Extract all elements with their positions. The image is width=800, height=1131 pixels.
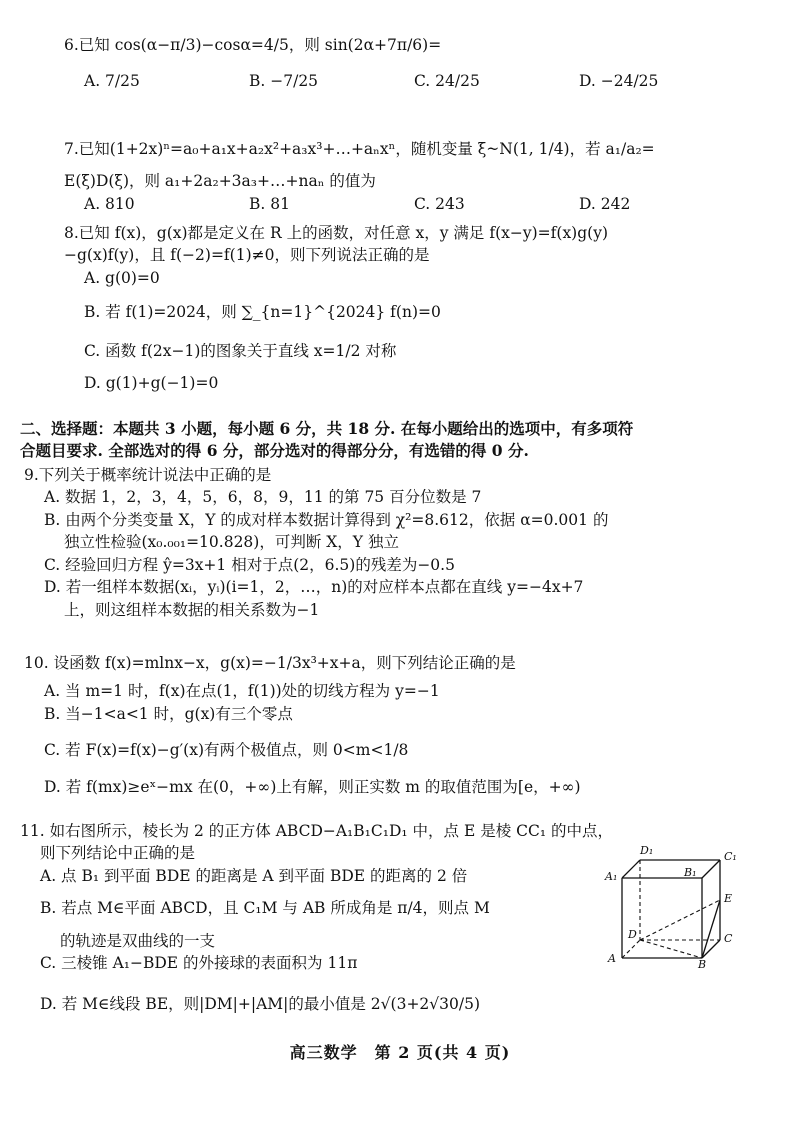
- q10-option-d: D. 若 f(mx)≥eˣ−mx 在(0，+∞)上有解，则正实数 m 的取值范围为[e，+∞): [44, 777, 581, 796]
- label-c: C: [724, 932, 733, 945]
- q6-stem: 6.已知 cos(α−π/3)−cosα=4/5，则 sin(2α+7π/6)=: [64, 36, 442, 54]
- q9-option-d-line2: 上，则这组样本数据的相关系数为−1: [64, 600, 320, 619]
- q10-option-b: B. 当−1<a<1 时，g(x)有三个零点: [44, 704, 293, 723]
- label-d1: D₁: [640, 844, 654, 857]
- q11-line1: 11. 如右图所示，棱长为 2 的正方体 ABCD−A₁B₁C₁D₁ 中，点 E 是棱 CC₁ 的中点，: [20, 822, 613, 840]
- label-b: B: [698, 958, 707, 968]
- q9-option-b-line1: B. 由两个分类变量 X，Y 的成对样本数据计算得到 χ²=8.612，依据 α=0.001 的: [44, 510, 609, 529]
- q7-option-b: B. 81: [249, 194, 290, 213]
- question-6: [64, 34, 754, 93]
- q9-stem: 9.下列关于概率统计说法中正确的是: [24, 466, 272, 484]
- q9-option-b-line2: 独立性检验(x₀.₀₀₁=10.828)，可判断 X，Y 独立: [64, 533, 399, 552]
- q8-line2: −g(x)f(y)，且 f(−2)=f(1)≠0，则下列说法正确的是: [64, 246, 430, 265]
- q11-option-d: D. 若 M∈线段 BE，则|DM|+|AM|的最小值是 2√(3+2√30/5): [40, 994, 481, 1013]
- cube-figure: [600, 838, 750, 968]
- q11-option-b-line1: B. 若点 M∈平面 ABCD，且 C₁M 与 AB 所成角是 π/4，则点 M: [40, 899, 490, 918]
- edge-b1c1: [702, 860, 720, 878]
- q6-options: [64, 70, 744, 92]
- segment-db: [640, 940, 702, 958]
- label-a: A: [608, 952, 616, 965]
- q7-option-a: A. 810: [84, 194, 135, 213]
- label-b1: B₁: [684, 866, 697, 879]
- label-e: E: [724, 892, 733, 905]
- q9-option-d-line1: D. 若一组样本数据(xᵢ，yᵢ)(i=1，2，…，n)的对应样本点都在直线 y=−4x+7: [44, 578, 584, 597]
- q9-option-c: C. 经验回归方程 ŷ=3x+1 相对于点(2，6.5)的残差为−0.5: [44, 555, 455, 574]
- question-9: [24, 464, 764, 621]
- q6-option-b: B. −7/25: [249, 72, 319, 91]
- q8-line1: 8.已知 f(x)，g(x)都是定义在 R 上的函数，对任意 x，y 满足 f(x−y)=f(x)g(y): [64, 224, 608, 242]
- q6-option-a: A. 7/25: [84, 72, 140, 91]
- label-c1: C₁: [724, 850, 737, 863]
- q7-options: [64, 193, 744, 215]
- q8-option-c: C. 函数 f(2x−1)的图象关于直线 x=1/2 对称: [84, 341, 397, 360]
- q11-option-c: C. 三棱锥 A₁−BDE 的外接球的表面积为 11π: [40, 954, 358, 973]
- question-7: [64, 138, 754, 215]
- edge-ad: [622, 940, 640, 958]
- label-d: D: [628, 928, 637, 941]
- q11-option-b-line2: 的轨迹是双曲线的一支: [60, 931, 216, 950]
- q7-line2: E(ξ)D(ξ)，则 a₁+2a₂+3a₃+…+naₙ 的值为: [64, 172, 376, 191]
- question-8: [64, 222, 754, 395]
- q6-option-d: D. −24/25: [579, 72, 659, 91]
- edge-a1d1: [622, 860, 640, 878]
- q11-option-a: A. 点 B₁ 到平面 BDE 的距离是 A 到平面 BDE 的距离的 2 倍: [40, 866, 468, 885]
- q9-option-a: A. 数据 1，2，3，4，5，6，8，9，11 的第 75 百分位数是 7: [44, 488, 482, 507]
- section-2-line2: 合题目要求. 全部选对的得 6 分，部分选对的得部分分，有选错的得 0 分.: [20, 441, 529, 461]
- q8-option-a: A. g(0)=0: [84, 268, 160, 287]
- q11-line2: 则下列结论中正确的是: [40, 844, 196, 863]
- q8-option-b: B. 若 f(1)=2024，则 ∑_{n=1}^{2024} f(n)=0: [84, 303, 441, 322]
- question-10: [24, 646, 764, 798]
- q10-option-c: C. 若 F(x)=f(x)−g′(x)有两个极值点，则 0<m<1/8: [44, 741, 409, 760]
- page-footer: 高三数学 第 2 页(共 4 页): [289, 1043, 511, 1062]
- section-2-header: [20, 418, 760, 463]
- label-a1: A₁: [605, 870, 618, 883]
- segment-de: [640, 900, 720, 940]
- q7-option-c: C. 243: [414, 194, 465, 213]
- q10-option-a: A. 当 m=1 时，f(x)在点(1，f(1))处的切线方程为 y=−1: [44, 682, 440, 701]
- q10-stem: 10. 设函数 f(x)=mlnx−x，g(x)=−1/3x³+x+a，则下列结论正确的是: [24, 654, 516, 672]
- q7-option-d: D. 242: [579, 194, 631, 213]
- q7-line1: 7.已知(1+2x)ⁿ=a₀+a₁x+a₂x²+a₃x³+…+aₙxⁿ，随机变量 ξ~N(1, 1/4)，若 a₁/a₂=: [64, 140, 655, 158]
- section-2-line1: 二、选择题：本题共 3 小题，每小题 6 分，共 18 分. 在每小题给出的选项中，有多项符: [20, 419, 634, 438]
- q6-option-c: C. 24/25: [414, 72, 480, 91]
- q8-option-d: D. g(1)+g(−1)=0: [84, 374, 219, 393]
